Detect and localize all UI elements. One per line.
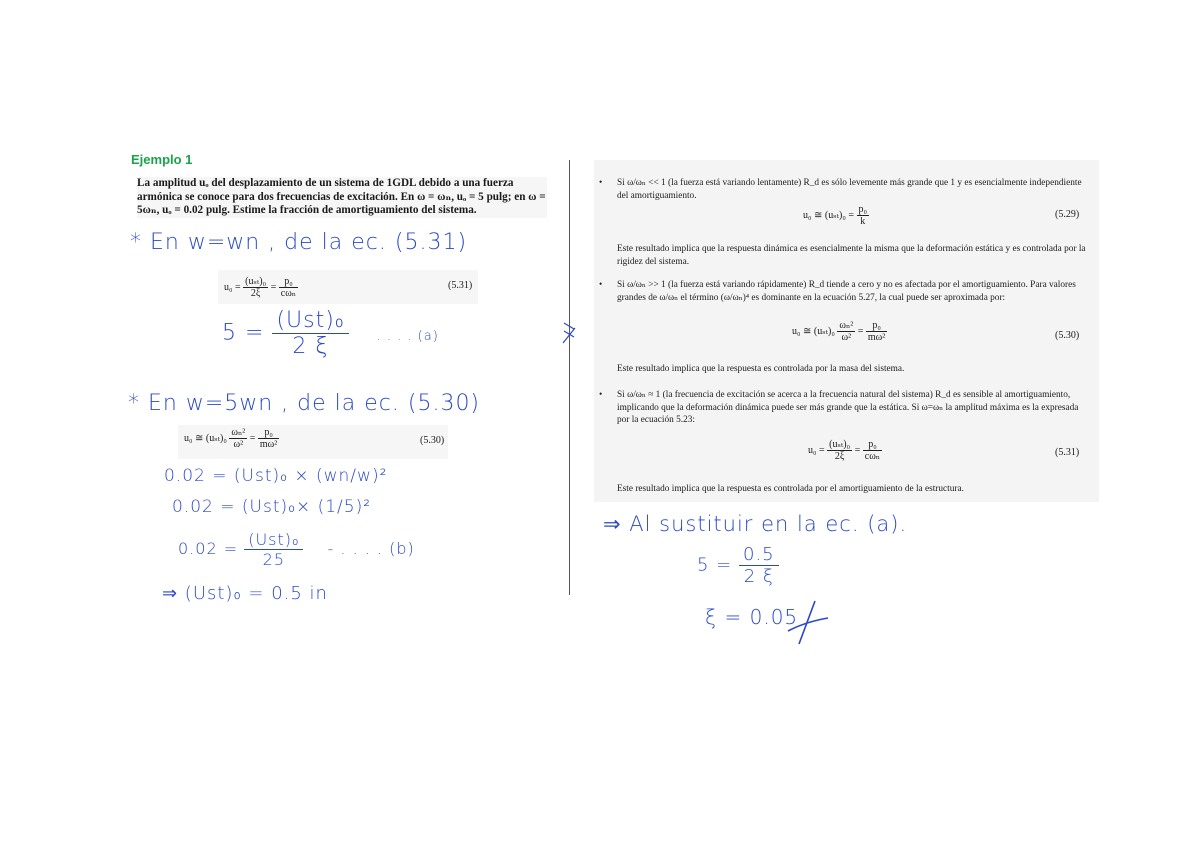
eq-den: ω² [841, 332, 852, 343]
eq-equals: = [857, 325, 864, 337]
result-stiffness: Este resultado implica que la respuesta dinámica es esencialmente la misma que la deformación estática y es controlada por la rigidez del sistema. [617, 244, 1086, 267]
eq-den: k [860, 216, 866, 227]
eq-num2: p₀ [863, 439, 882, 451]
handwritten-final-result: ξ = 0.05 [705, 605, 799, 629]
eq-num: (uₛₜ)₀ [829, 439, 851, 450]
equation-number-5-30: (5.30) [1055, 330, 1080, 341]
hw-tag: - . . . . (b) [327, 539, 415, 558]
result-damping: Este resultado implica que la respuesta es controlada por el amortiguamiento de la estructura. [617, 484, 964, 494]
handwritten-eq-b3 [178, 530, 415, 569]
eq-equals: = [249, 432, 256, 444]
hw-lhs: 5 = [222, 320, 265, 346]
eq-equals: = [270, 281, 277, 293]
bullet-text: Si ω/ωₙ >> 1 (la fuerza está variando rápidamente) R_d tiende a cero y no es afectada por el amortiguamiento. Para valores grandes de ω/ωₙ el término (ω/ωₙ)⁴ es dominante en la ecuación 5.27, la cual puede ser aproximada por: [617, 280, 1076, 303]
equation-5-30-right [792, 320, 887, 343]
handwritten-substitute-note: ⇒ Al sustituir en la ec. (a). [603, 512, 908, 536]
eq-num: p₀ [858, 204, 867, 215]
handwritten-note-2: * En w=5wn , de la ec. (5.30) [128, 391, 481, 416]
handwritten-eq-b2: 0.02 = (Ust)₀× (1/5)² [172, 497, 372, 517]
result-check-mark [785, 598, 830, 648]
hw-num: (Ust)₀ [272, 308, 348, 334]
handwritten-eq-c2 [697, 544, 779, 587]
handwritten-eq-a [222, 308, 439, 359]
hw-lhs: 5 = [697, 554, 733, 576]
hw-num: (Ust)₀ [244, 530, 303, 550]
eq-lhs: u₀ ≅ (uₛₜ)₀ = [803, 209, 854, 221]
equation-5-30-left [178, 425, 448, 459]
handwritten-eq-b1: 0.02 = (Ust)₀ × (wn/w)² [164, 466, 388, 486]
example-heading: Ejemplo 1 [131, 152, 193, 167]
handwritten-note-1: * En w=wn , de la ec. (5.31) [130, 230, 468, 255]
hw-den: 2 ξ [292, 334, 329, 359]
result-mass: Este resultado implica que la respuesta es controlada por la masa del sistema. [617, 364, 905, 374]
bullet-dot: • [599, 178, 603, 188]
eq-num2: p₀ [866, 320, 887, 332]
hw-den: 25 [262, 550, 285, 569]
equation-5-31-right [808, 439, 882, 462]
eq-num: (uₛₜ)₀ [245, 276, 267, 287]
eq-lhs: u₀ ≅ (uₛₜ)₀ [184, 432, 227, 444]
hw-den: 2 ξ [743, 566, 774, 587]
eq-num: ωₙ² [231, 427, 246, 438]
eq-lhs: u₀ = [808, 444, 825, 456]
eq-den: ω² [233, 439, 244, 450]
eq-den2: mω² [867, 332, 886, 343]
handwritten-result-ust: ⇒ (Ust)₀ = 0.5 in [162, 583, 328, 604]
page-divider [569, 160, 570, 595]
bullet-text: Si ω/ωₙ ≈ 1 (la frecuencia de excitación se acerca a la frecuencia natural del sistema) R_d es sensible al amortiguamiento, implicando que la deformación dinámica puede ser más grande que la estática. Si ω=ωₙ la amplitud máxima es la expresada por la ecuación 5.23: [617, 390, 1079, 425]
equation-number-5-29: (5.29) [1055, 209, 1080, 220]
hw-lhs: 0.02 = [178, 539, 239, 558]
eq-equals: = [854, 444, 861, 456]
equation-5-29 [803, 204, 869, 227]
equation-number-5-31: (5.31) [1055, 447, 1080, 458]
eq-lhs: u₀ = [224, 281, 241, 293]
equation-number: (5.31) [448, 280, 473, 291]
bullet-fast-force [599, 279, 1082, 304]
eq-num2: p₀ [279, 276, 298, 288]
equation-number: (5.30) [420, 435, 445, 446]
eq-lhs: u₀ ≅ (uₛₜ)₀ [792, 325, 835, 337]
bullet-text: Si ω/ωₙ << 1 (la fuerza está variando lentamente) R_d es sólo levemente más grande que 1 y es esencialmente independiente del amortiguamiento. [617, 178, 1082, 201]
eq-num: ωₙ² [839, 320, 854, 331]
bullet-slow-force [599, 177, 1082, 202]
bullet-dot: • [599, 280, 603, 290]
eq-den: 2ξ [834, 451, 845, 462]
divider-squiggle [561, 320, 577, 346]
problem-statement: La amplitud uₒ del desplazamiento de un sistema de 1GDL debido a una fuerza armónica se conoce para dos frecuencias de excitación. En ω = ωₙ, uₒ = 5 pulg; en ω = 5ωₙ, uₒ = 0.02 pulg. Estime la fracción de amortiguamiento del sistema. [137, 177, 546, 216]
hw-tag: . . . . (a) [376, 328, 439, 344]
eq-den2: mω² [259, 439, 278, 450]
eq-den2: cωₙ [864, 451, 881, 462]
bullet-resonance [599, 389, 1082, 427]
eq-den2: cωₙ [280, 288, 297, 299]
bullet-dot: • [599, 390, 603, 400]
eq-den: 2ξ [250, 288, 261, 299]
eq-num2: p₀ [258, 427, 279, 439]
equation-5-31-left [218, 270, 478, 304]
hw-num: 0.5 [739, 544, 779, 566]
